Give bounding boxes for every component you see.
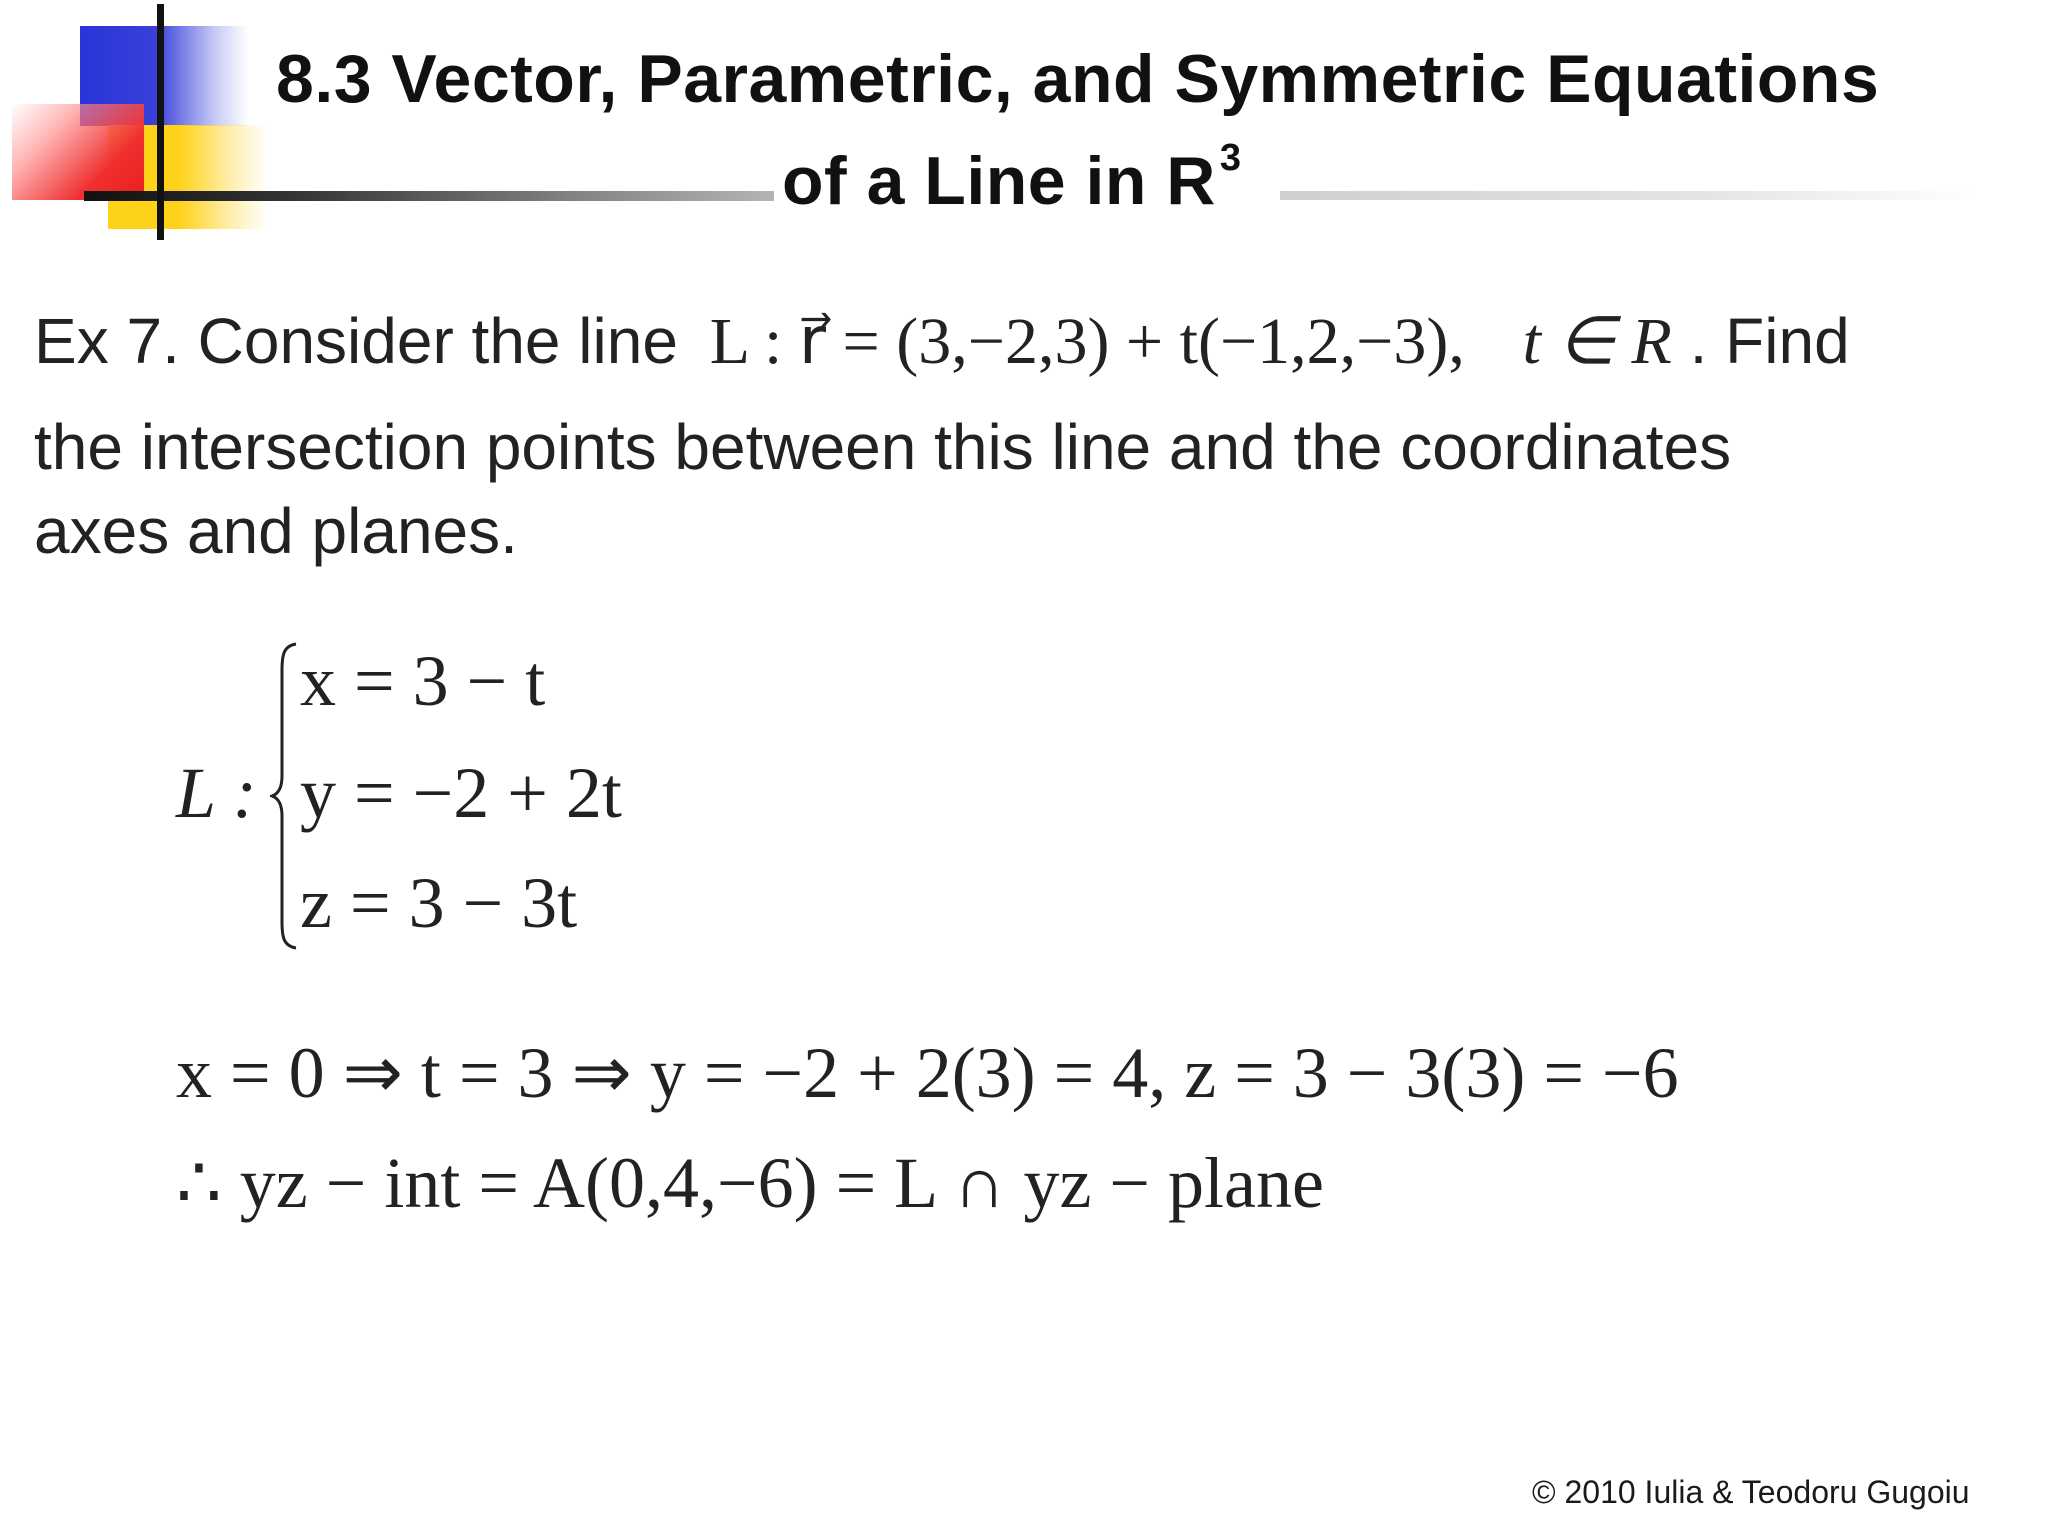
decor-vertical-rule xyxy=(157,4,164,240)
slide-title-line1: 8.3 Vector, Parametric, and Symmetric Equations xyxy=(276,41,1880,117)
problem-ex-label: Ex 7. Consider the line xyxy=(34,305,678,377)
system-equation-x: x = 3 − t xyxy=(300,641,546,721)
decor-red-block xyxy=(12,104,144,200)
problem-line1 xyxy=(34,302,1850,380)
system-equation-y: y = −2 + 2t xyxy=(300,753,622,833)
problem-line-equation: L : r⃗ = (3,−2,3) + t(−1,2,−3), xyxy=(709,305,1465,378)
slide-title-line2-text: of a Line in R xyxy=(782,143,1216,219)
problem-line3: axes and planes. xyxy=(34,495,518,567)
decor-horizontal-rule xyxy=(84,191,774,201)
copyright-footer: © 2010 Iulia & Teodoru Gugoiu xyxy=(1532,1474,1970,1510)
system-equation-z: z = 3 − 3t xyxy=(300,863,578,943)
solution-line2: ∴ yz − int = A(0,4,−6) = L ∩ yz − plane xyxy=(176,1143,1324,1223)
system-label: L : xyxy=(176,753,257,833)
decor-horizontal-rule-fade xyxy=(1280,191,1980,200)
solution-line1: x = 0 ⇒ t = 3 ⇒ y = −2 + 2(3) = 4, z = 3 − 3(3) = −6 xyxy=(176,1033,1679,1113)
problem-param-domain: t ∈ R xyxy=(1522,305,1672,378)
problem-after-math: . Find xyxy=(1689,305,1850,377)
problem-line2: the intersection points between this line and the coordinates xyxy=(34,411,1732,483)
slide-title-superscript: 3 xyxy=(1219,137,1242,179)
slide-title-line2 xyxy=(782,137,1242,220)
system-brace xyxy=(270,640,300,952)
